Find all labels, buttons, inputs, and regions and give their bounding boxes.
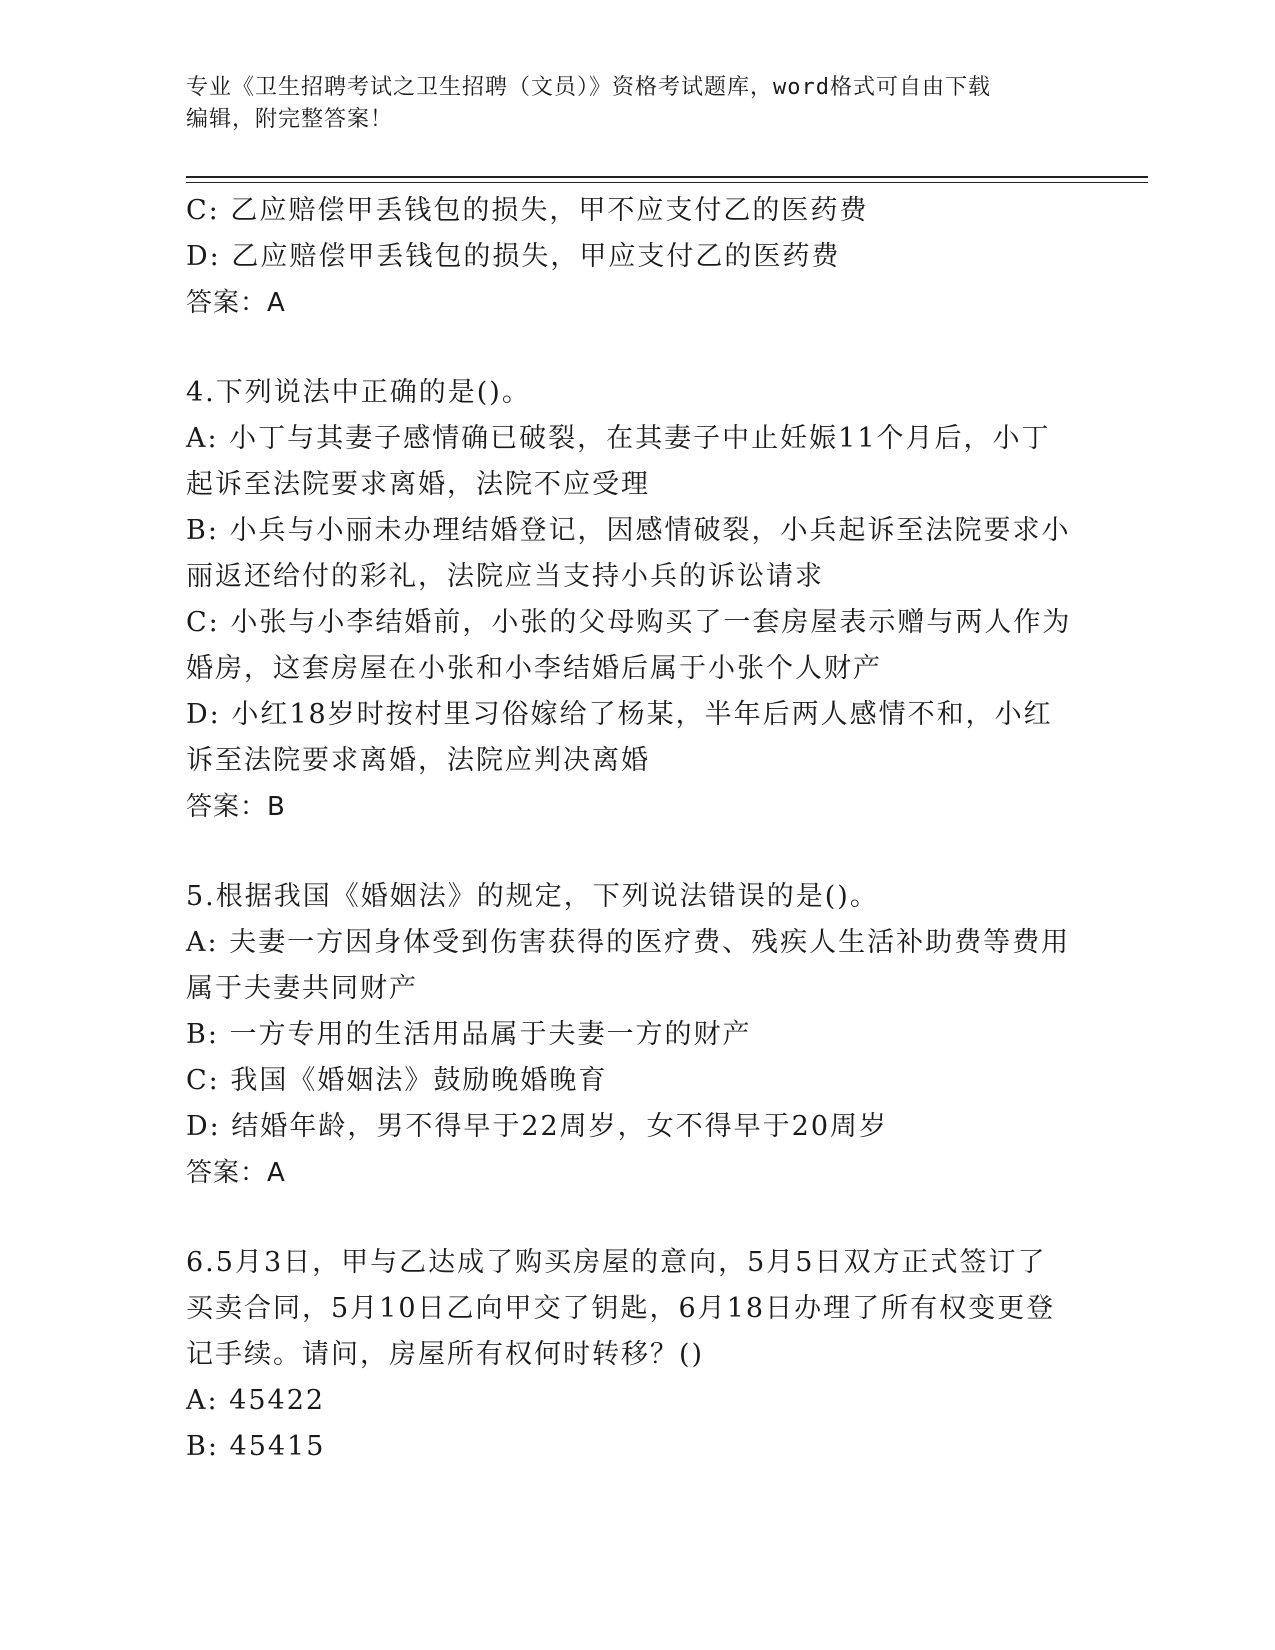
spacer [186,1196,1076,1240]
q5-option-c: C: 我国《婚姻法》鼓励晚婚晚育 [186,1065,608,1096]
header-divider-thick [186,176,1148,178]
q5-option-b: B: 一方专用的生活用品属于夫妻一方的财产 [186,1019,752,1050]
q5-answer: 答案：A [186,1158,286,1188]
q5-option-a-line-2: 属于夫妻共同财产 [186,973,418,1004]
spacer [186,830,1076,874]
spacer [186,326,1076,370]
q4-answer: 答案：B [186,792,286,822]
q6-option-b: B: 45415 [186,1431,326,1462]
q3-option-c: C: 乙应赔偿甲丢钱包的损失，甲不应支付乙的医药费 [186,195,869,226]
header-divider-thin [186,182,1148,183]
q4-option-b-line-2: 丽返还给付的彩礼，法院应当支持小兵的诉讼请求 [186,561,824,592]
q4-option-a-line-2: 起诉至法院要求离婚，法院不应受理 [186,469,650,500]
q5-option-d: D: 结婚年龄，男不得早于22周岁，女不得早于20周岁 [186,1111,889,1142]
q4-option-d-line-1: D: 小红18岁时按村里习俗嫁给了杨某，半年后两人感情不和，小红 [186,699,1053,730]
q6-stem-line-1: 6.5月3日，甲与乙达成了购买房屋的意向，5月5日双方正式签订了 [186,1247,1047,1278]
q3-answer: 答案：A [186,288,286,318]
question-5 [186,874,1076,1196]
q4-stem: 4.下列说法中正确的是()。 [186,377,531,408]
question-3-tail [186,188,1076,326]
document-header [186,72,1066,136]
document-body [186,188,1076,1470]
header-line-2: 编辑，附完整答案！ [186,107,394,132]
q4-option-c-line-2: 婚房，这套房屋在小张和小李结婚后属于小张个人财产 [186,653,882,684]
header-line-1: 专业《卫生招聘考试之卫生招聘（文员）》资格考试题库，word格式可自由下载 [186,75,991,100]
q5-option-a-line-1: A: 夫妻一方因身体受到伤害获得的医疗费、残疾人生活补助费等费用 [186,927,1071,958]
q5-stem: 5.根据我国《婚姻法》的规定，下列说法错误的是()。 [186,881,879,912]
q4-option-b-line-1: B: 小兵与小丽未办理结婚登记，因感情破裂，小兵起诉至法院要求小 [186,515,1071,546]
q3-option-d: D: 乙应赔偿甲丢钱包的损失，甲应支付乙的医药费 [186,241,841,272]
q4-option-a-line-1: A: 小丁与其妻子感情确已破裂，在其妻子中止妊娠11个月后，小丁 [186,423,1051,454]
q4-option-d-line-2: 诉至法院要求离婚，法院应判决离婚 [186,745,650,776]
question-6 [186,1240,1076,1470]
q6-stem-line-3: 记手续。请问，房屋所有权何时转移？() [186,1339,705,1370]
q6-stem-line-2: 买卖合同，5月10日乙向甲交了钥匙，6月18日办理了所有权变更登 [186,1293,1056,1324]
q4-option-c-line-1: C: 小张与小李结婚前，小张的父母购买了一套房屋表示赠与两人作为 [186,607,1072,638]
q6-option-a: A: 45422 [186,1385,326,1416]
question-4 [186,370,1076,830]
